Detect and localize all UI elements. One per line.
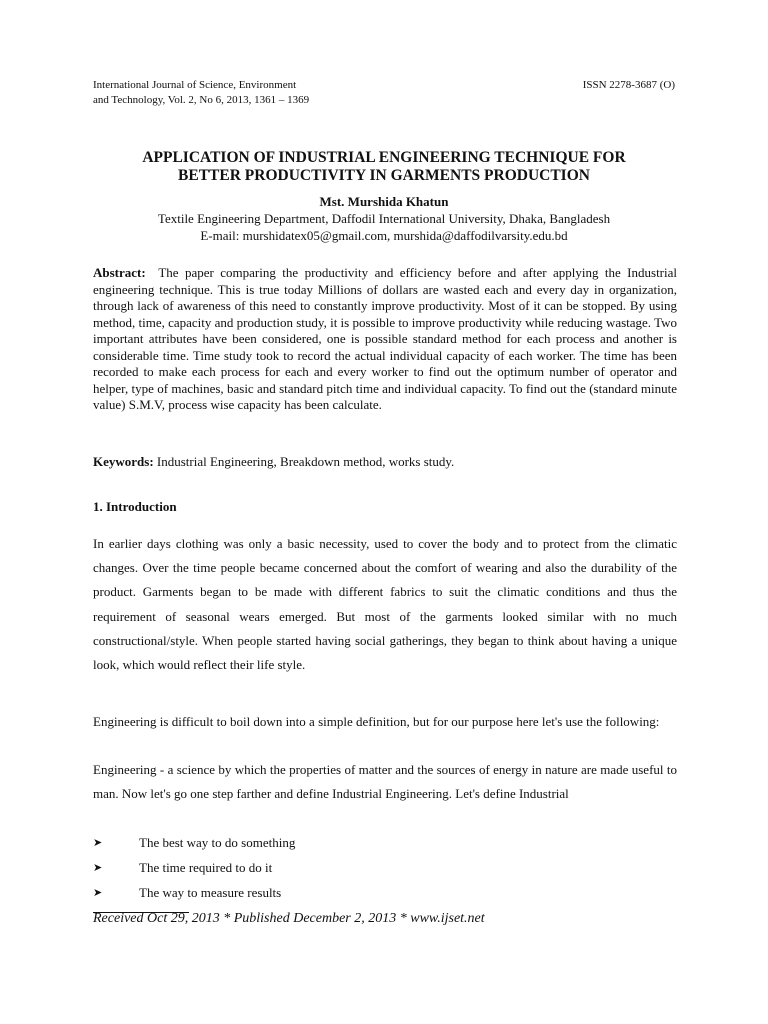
- abstract-label: Abstract:: [93, 265, 146, 280]
- author-name: Mst. Murshida Khatun: [319, 194, 449, 209]
- journal-citation: [93, 78, 309, 108]
- journal-line-2: and Technology, Vol. 2, No 6, 2013, 1361 – 1369: [93, 94, 310, 106]
- keywords: [93, 454, 677, 470]
- bullet-text: The way to measure results: [139, 885, 282, 900]
- bullet-list: [93, 832, 593, 907]
- abstract: [93, 265, 677, 414]
- keywords-label: Keywords:: [93, 454, 154, 469]
- intro-paragraph-2: Engineering is difficult to boil down into a simple definition, but for our purpose here let's use the following:: [93, 714, 660, 729]
- keywords-text: Industrial Engineering, Breakdown method, works study.: [156, 454, 455, 469]
- section-heading: 1. Introduction: [93, 499, 177, 514]
- footer-received-published: Received Oct 29, 2013 * Published December 2, 2013 * www.ijset.net: [93, 911, 485, 926]
- list-item: [93, 857, 593, 882]
- issn-label: ISSN 2278-3687 (O): [582, 79, 675, 91]
- bullet-text: The time required to do it: [139, 860, 273, 875]
- title-line-2: BETTER PRODUCTIVITY IN GARMENTS PRODUCTION: [178, 167, 590, 184]
- arrowhead-bullet-icon: ➤: [93, 861, 103, 874]
- author-details: [60, 210, 708, 244]
- intro-paragraph-1: In earlier days clothing was only a basic necessity, used to cover the body and to protect from the climatic changes. Over the time people became concerned about the comfort of wearing and also the durability of the product. Garments began to be made with different fabrics to suit the climatic conditions and thus the requirement of seasonal wears emerged. But most of the garments looked similar with no much constructional/style. When people started having social gatherings, they began to think about having a unique look, which would reflect their life style.: [93, 536, 677, 673]
- list-item: [93, 832, 593, 857]
- paper-title: [60, 149, 708, 185]
- arrowhead-bullet-icon: ➤: [93, 836, 103, 849]
- author-email: E-mail: murshidatex05@gmail.com, murshida@daffodilvarsity.edu.bd: [200, 228, 568, 243]
- title-line-1: APPLICATION OF INDUSTRIAL ENGINEERING TECHNIQUE FOR: [142, 149, 626, 166]
- list-item: [93, 882, 593, 907]
- bullet-text: The best way to do something: [139, 835, 296, 850]
- journal-line-1: International Journal of Science, Environment: [93, 79, 297, 91]
- intro-paragraph-3: Engineering - a science by which the properties of matter and the sources of energy in nature are made useful to man. Now let's go one step farther and define Industrial Engineering. Let's define Industrial: [93, 762, 677, 801]
- arrowhead-bullet-icon: ➤: [93, 886, 103, 899]
- author-affiliation: Textile Engineering Department, Daffodil International University, Dhaka, Bangladesh: [157, 211, 611, 226]
- abstract-text: The paper comparing the productivity and efficiency before and after applying the Industrial engineering technique. This is true today Millions of dollars are wasted each and every day in organization, through lack of awareness of this need to constantly improve productivity. Most of it can be stopped. By using method, time, capacity and production study, it is possible to improve productivity while reducing wastage. Two important attributes have been considered, one is possible standard method for each process and another is considerable time. Time study took to record the actual individual capacity of each worker. The time has been recorded to make each process for each and every worker to find out the optimum number of operator and helper, type of machines, basic and standard pitch time and individual capacity. To find out the (standard minute value) S.M.V, process wise capacity has been calculate.: [93, 265, 678, 412]
